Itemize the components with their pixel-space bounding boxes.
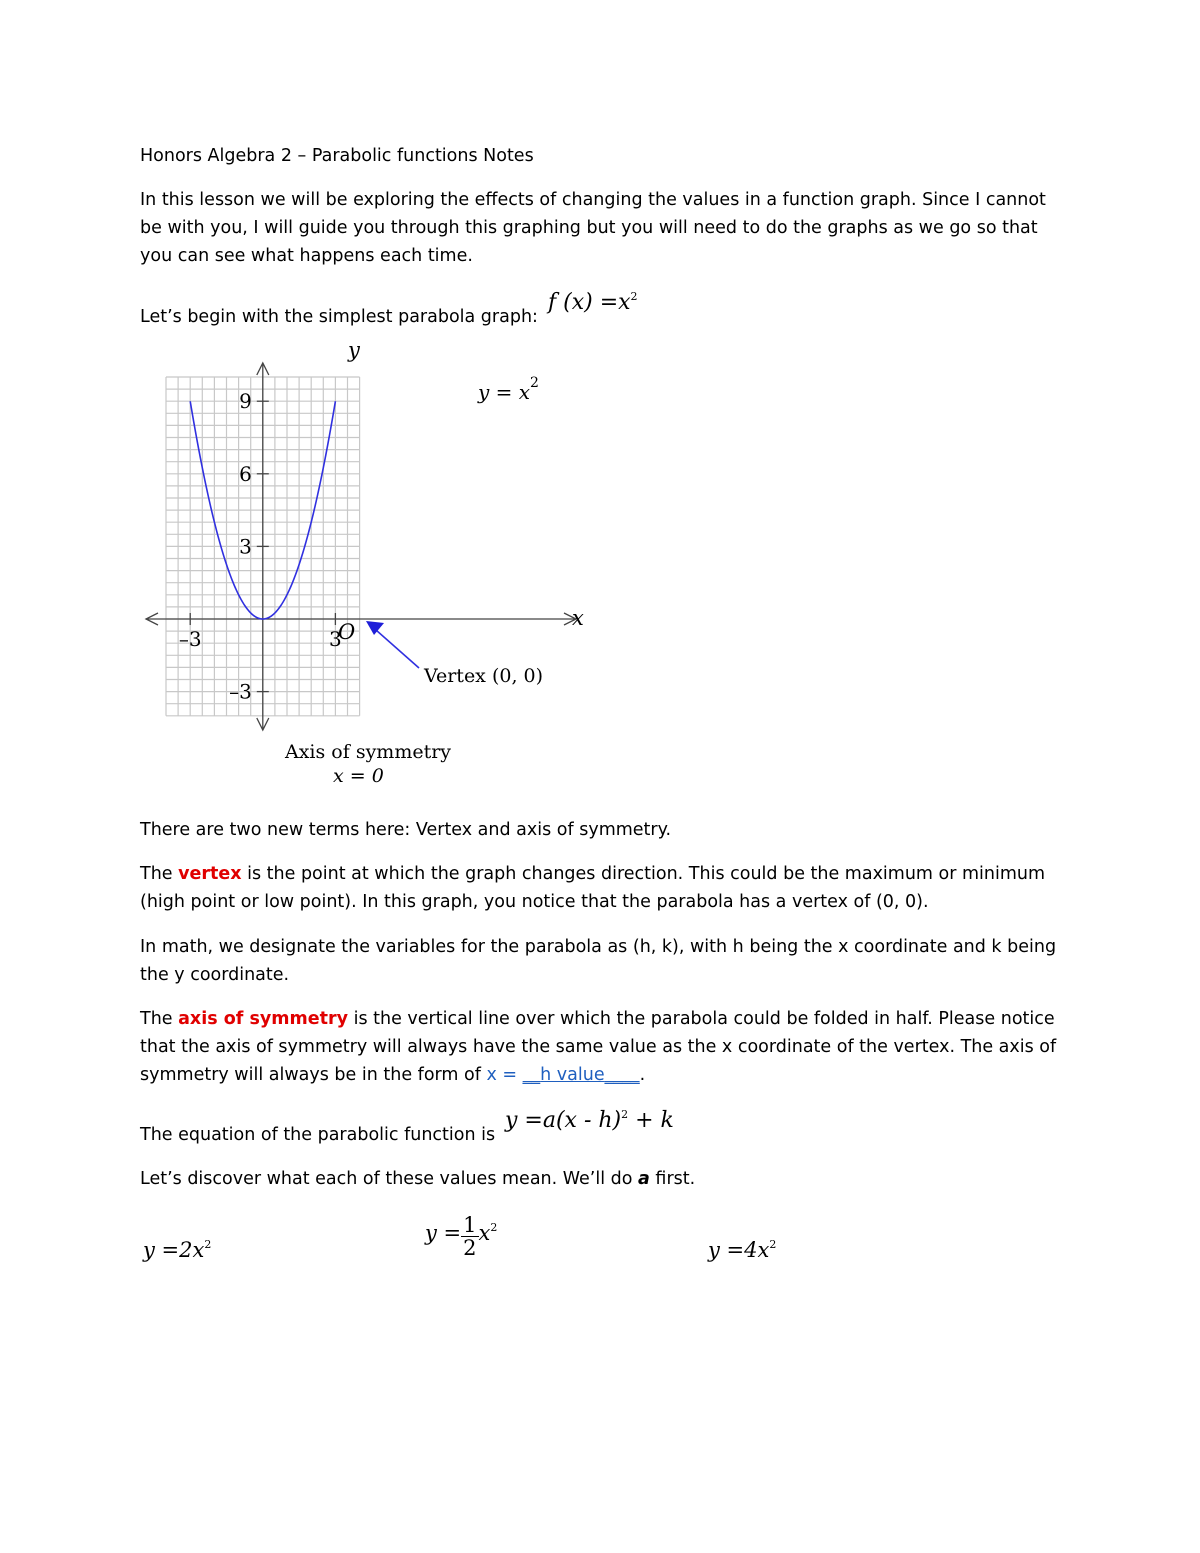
y-tick-label: –3 (229, 679, 252, 704)
begin-formula-exp: 2 (630, 290, 638, 303)
y-tick-label: 6 (239, 461, 252, 486)
discover-pre: Let’s discover what each of these values mean. We’ll do (140, 1169, 639, 1189)
example-1-exp: 2 (204, 1238, 212, 1251)
begin-formula-base: f (x) =x (548, 290, 631, 315)
vertex-paragraph-line-1 (140, 860, 1045, 888)
axis-paragraph-line-3-end: . (639, 1065, 646, 1085)
discover-a: a (638, 1169, 650, 1189)
axis-paragraph-line-2: that the axis of symmetry will always have the same value as the x coordinate of the vertex. The axis of (140, 1037, 1057, 1057)
curve-label-exponent: 2 (530, 375, 539, 391)
hk-paragraph-line-1: In math, we designate the variables for the parabola as (h, k), with h being the x coordinate and k being (140, 937, 1057, 957)
vertex-term: vertex (178, 864, 242, 884)
example-1-base: y =2x (143, 1238, 205, 1262)
example-2-var: x (478, 1221, 491, 1245)
axis-paragraph-line-1 (140, 1005, 1055, 1033)
axis-of-symmetry-equation: x = 0 (333, 765, 384, 787)
terms-line: There are two new terms here: Vertex and axis of symmetry. (140, 820, 672, 840)
document-title: Honors Algebra 2 – Parabolic functions Notes (140, 146, 534, 166)
x-tick-label: 3 (329, 627, 342, 651)
intro-line-2: be with you, I will guide you through this graphing but you will need to do the graphs as we go so that (140, 218, 1038, 238)
origin-label: O (338, 620, 356, 644)
intro-line-1: In this lesson we will be exploring the effects of changing the values in a function graph. Since I cannot (140, 190, 1046, 210)
vertex-form-base: y =a(x - h) (505, 1108, 622, 1133)
discover-line (140, 1165, 695, 1193)
parabola-graph (140, 335, 610, 795)
vertex-paragraph-pre: The (140, 864, 179, 884)
axis-paragraph-post: is the vertical line over which the parabola could be folded in half. Please notice (348, 1009, 1055, 1029)
hk-paragraph-line-2: the y coordinate. (140, 965, 290, 985)
vertex-label: Vertex (0, 0) (424, 665, 544, 687)
vertex-form-equation (505, 1108, 674, 1133)
vertex-form-exp: 2 (621, 1108, 629, 1121)
y-tick-label: 9 (239, 389, 252, 414)
example-2-pre: y = (425, 1221, 462, 1245)
axis-form-blank-pre: __ (522, 1065, 541, 1085)
vertex-form-tail: + k (628, 1108, 674, 1133)
example-2-denominator: 2 (463, 1236, 477, 1260)
axis-paragraph-line-3 (140, 1061, 645, 1089)
vertex-paragraph-line-2: (high point or low point). In this graph, you notice that the parabola has a vertex of (0, 0). (140, 892, 929, 912)
vertex-arrow (366, 621, 419, 668)
axis-paragraph-line-3-pre: symmetry will always be in the form of (140, 1065, 487, 1085)
axis-of-symmetry-label: Axis of symmetry (285, 741, 452, 763)
example-equation-1 (143, 1238, 211, 1262)
example-equation-2 (425, 1212, 498, 1260)
axis-form-blank (523, 1065, 640, 1085)
example-equation-3 (708, 1238, 776, 1262)
example-2-exp: 2 (490, 1221, 498, 1234)
axis-form-x: x = (486, 1065, 523, 1085)
begin-text: Let’s begin with the simplest parabola graph: (140, 307, 538, 327)
example-2-numerator: 1 (463, 1213, 477, 1237)
discover-post: first. (649, 1169, 696, 1189)
y-axis-label: y (348, 338, 360, 362)
curve-label: y = x (478, 380, 531, 404)
example-3-exp: 2 (769, 1238, 777, 1251)
axis-of-symmetry-term: axis of symmetry (178, 1009, 349, 1029)
example-3-base: y =4x (708, 1238, 770, 1262)
equation-text: The equation of the parabolic function is (140, 1125, 496, 1145)
axis-form-blank-post: ____ (604, 1065, 640, 1085)
axis-paragraph-pre: The (140, 1009, 179, 1029)
y-tick-label: 3 (239, 534, 252, 559)
vertex-paragraph-post: is the point at which the graph changes direction. This could be the maximum or minimum (241, 864, 1046, 884)
example-2-fraction (461, 1214, 478, 1259)
intro-line-3: you can see what happens each time. (140, 246, 473, 266)
x-tick-label: –3 (178, 627, 202, 651)
axis-form-h-value: h value (540, 1065, 605, 1085)
x-axis-label: x (572, 606, 584, 630)
begin-formula (548, 290, 638, 315)
